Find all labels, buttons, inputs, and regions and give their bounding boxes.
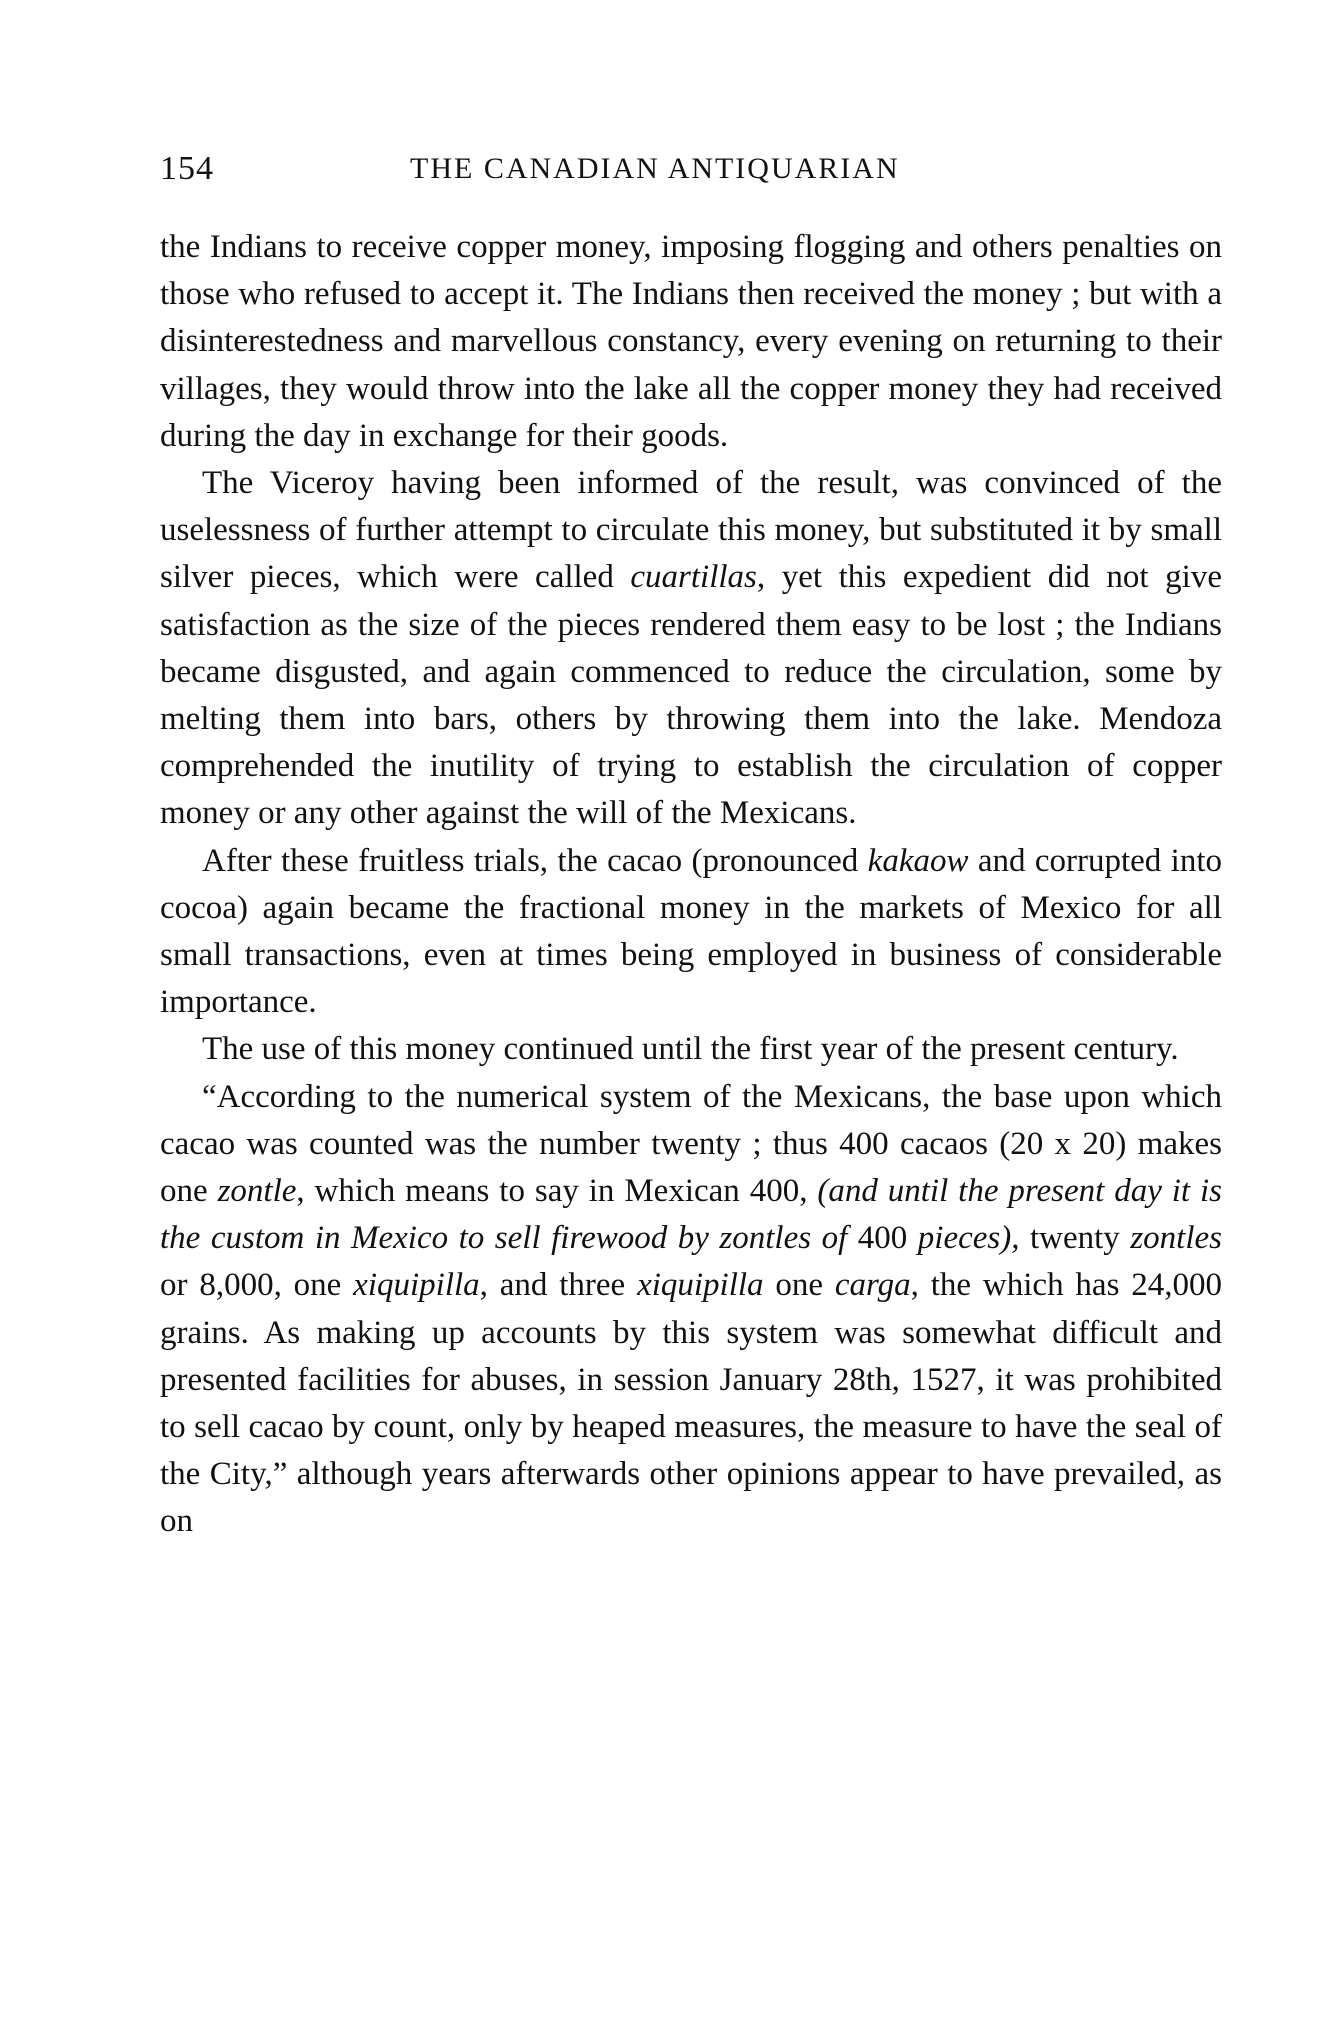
italic-text: kakaow	[867, 842, 969, 879]
body-text	[160, 224, 1222, 1546]
text-run: the Indians to receive copper money, imposing flogging and others penalties on those who refused to accept it. The Indians then received the money ; but with a disinterestedness and marvellous constancy, every evening on returning to their villages, they would throw into the lake all the copper money they had received during the day in exchange for their goods.	[160, 229, 1222, 454]
text-run: The use of this money continued until the first year of the present century.	[202, 1031, 1179, 1068]
page-header	[160, 150, 1222, 200]
italic-text: zontle	[217, 1173, 297, 1210]
page-number: 154	[160, 150, 214, 187]
paragraph	[160, 224, 1222, 460]
text-run: After these fruitless trials, the cacao (pronounced	[202, 842, 868, 879]
text-run: “According to the numerical system of the Mexicans, the base upon which cacao was counted was the number twenty ; thus 400 cacaos (20 x 20) makes one	[160, 1078, 1222, 1210]
paragraph	[160, 1074, 1222, 1546]
text-run: The Viceroy having been informed of the result, was convinced of the uselessness of further attempt to circulate this money, but substituted it by small silver pieces, which were called	[160, 465, 1222, 596]
text-run: , which means to say in Mexican 400,	[296, 1173, 818, 1210]
running-title: THE CANADIAN ANTIQUARIAN	[410, 152, 900, 185]
paragraph	[160, 1026, 1222, 1073]
text-run: 400	[847, 1220, 918, 1257]
italic-text: xiquipilla	[353, 1267, 480, 1304]
text-run: and corrupted into cocoa) again became the fractional money in the markets of Mexico for all small transactions, even at times being employed in business of considerable importance.	[160, 842, 1222, 1021]
text-run: one	[763, 1267, 835, 1304]
text-run: , and three	[479, 1267, 638, 1304]
text-run: twenty	[1019, 1220, 1131, 1257]
italic-text: (and until the present day it is the custom in Mexico to sell firewood by zontles of	[160, 1173, 1223, 1257]
text-run: , yet this expedient did not give satisfaction as the size of the pieces rendered them easy to be lost ; the Indians became disgusted, and again commenced to reduce the circulation, some by melting them into bars, others by throwing them into the lake. Mendoza comprehended the inutility of trying to establish the circulation of copper money or any other against the will of the Mexicans.	[160, 559, 1222, 832]
text-run: , the which has 24,000 grains. As making up accounts by this system was somewhat difficult and presented facilities for abuses, in session January 28th, 1527, it was prohibited to sell cacao by count, only by heaped measures, the measure to have the seal of the City,” although years afterwards other opinions appear to have prevailed, as on	[160, 1267, 1222, 1540]
italic-text: carga	[834, 1267, 911, 1304]
text-run: or 8,000, one	[160, 1267, 354, 1304]
paragraph	[160, 838, 1222, 1027]
italic-text: zontles	[1130, 1220, 1222, 1257]
italic-text: cuartillas	[630, 559, 757, 596]
italic-text: pieces),	[917, 1220, 1020, 1257]
paragraph	[160, 460, 1222, 838]
italic-text: xiquipilla	[637, 1267, 764, 1304]
